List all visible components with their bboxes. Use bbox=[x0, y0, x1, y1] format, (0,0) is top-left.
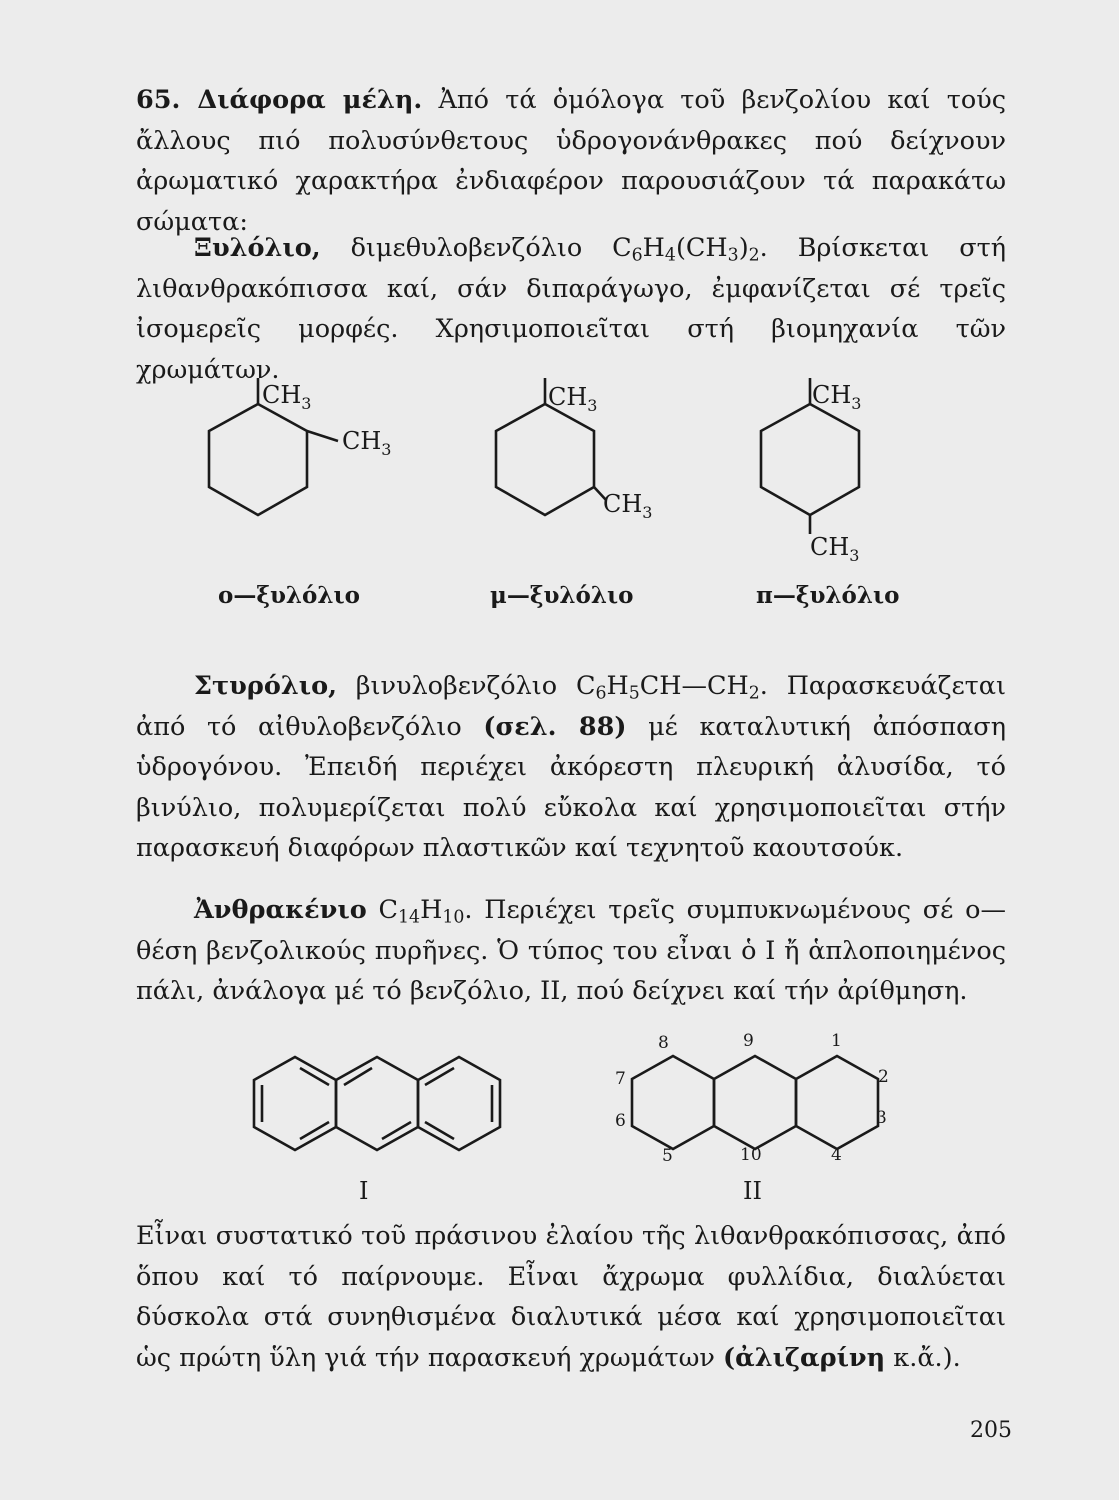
alizarin-term: (ἀλιζαρίνη bbox=[723, 1342, 886, 1373]
ortho-methyl-2: $CH_3$ bbox=[342, 427, 392, 459]
xylene-text: . Βρίσκεται στή λιθανθρακόπισσα καί, σάν διπαράγωγο, ἐμφανίζεται σέ τρεῖς ἰσομερεῖς μορφές. Χρησιμοποιεῖται στή βιομηχανία τῶν χρωμάτων. bbox=[136, 233, 1007, 385]
anthracene-paragraph: Ἀνθρακένιο $C_{14}H_{10}$. Περιέχει τρεῖς συμπυκνωμένους σέ ο—θέση βενζολικούς πυρῆνες. Ὁ τύπος του εἶναι ὁ I ἤ ἁπλοποιημένος πάλι, ἀνάλογα μέ τό βενζόλιο, II, πού δείχνει καί τήν ἀρίθμηση. bbox=[136, 895, 1006, 1006]
anthracene-structure-II bbox=[632, 1056, 878, 1149]
meta-methyl-2: $CH_3$ bbox=[603, 490, 653, 522]
meta-xylene-ring bbox=[496, 404, 594, 515]
para-methyl-2: $CH_3$ bbox=[810, 533, 860, 565]
styrene-formula: βινυλοβενζόλιο $C_6H_5CH—CH_2$ bbox=[355, 671, 760, 704]
numbering-7: 7 bbox=[615, 1069, 626, 1089]
numbering-1: 1 bbox=[831, 1031, 842, 1051]
numbering-5: 5 bbox=[662, 1146, 673, 1166]
numbering-2: 2 bbox=[878, 1067, 889, 1087]
ortho-methyl-1: $CH_3$ bbox=[262, 381, 312, 413]
xylene-term: Ξυλόλιο, bbox=[194, 233, 321, 263]
numbering-4: 4 bbox=[831, 1145, 842, 1165]
page-number: 205 bbox=[970, 1418, 1012, 1443]
meta-methyl-1: $CH_3$ bbox=[548, 383, 598, 415]
meta-xylene-label: μ—ξυλόλιο bbox=[490, 582, 634, 609]
section-intro-paragraph bbox=[136, 80, 1006, 242]
numbering-3: 3 bbox=[876, 1108, 887, 1128]
styrene-term: Στυρόλιο, bbox=[194, 671, 337, 701]
numbering-8: 8 bbox=[658, 1033, 669, 1053]
anthracene-term: Ἀνθρακένιο bbox=[194, 895, 367, 925]
section-intro-text: Ἀπό τά ὁμόλογα τοῦ βενζολίου καί τούς ἄλλους πιό πολυσύνθετους ὑδρογονάνθρακες πού δείχνουν ἀρωματικό χαρακτήρα ἐνδιαφέρον παρουσιάζουν τά παρακάτω σώματα: bbox=[136, 85, 1006, 237]
ortho-xylene-label: ο—ξυλόλιο bbox=[218, 582, 360, 609]
section-heading: 65. Διάφορα μέλη. bbox=[136, 85, 423, 115]
anthracene-formula: $C_{14}H_{10}$ bbox=[366, 895, 465, 928]
structure-label-I: I bbox=[359, 1177, 369, 1205]
numbering-6: 6 bbox=[615, 1111, 626, 1131]
anthracene-structure-I bbox=[254, 1057, 500, 1150]
xylene-structures bbox=[120, 368, 920, 568]
styrene-page-ref: (σελ. 88) bbox=[483, 711, 627, 742]
ortho-xylene-ring bbox=[209, 404, 307, 515]
numbering-10: 10 bbox=[740, 1145, 762, 1165]
closing-paragraph: Εἶναι συστατικό τοῦ πράσινου ἐλαίου τῆς λιθανθρακόπισσας, ἀπό ὅπου καί τό παίρνουμε. Εἶναι ἄχρωμα φυλλίδια, διαλύεται δύσκολα στά συνηθισμένα διαλυτικά μέσα καί χρησιμοποιεῖται ὡς πρώτη ὕλη γιά τήν παρασκευή χρωμάτων (ἀλιζαρίνη κ.ἄ.). bbox=[136, 1221, 1006, 1373]
anthracene-structures bbox=[230, 1020, 930, 1210]
xylene-paragraph bbox=[136, 228, 1006, 390]
para-methyl-1: $CH_3$ bbox=[812, 381, 862, 413]
xylene-formula: διμεθυλοβενζόλιο $C_6H_4(CH_3)_2$ bbox=[350, 233, 760, 266]
structure-label-II: II bbox=[743, 1177, 762, 1205]
para-xylene-ring bbox=[761, 404, 859, 515]
para-xylene-label: π—ξυλόλιο bbox=[756, 582, 900, 609]
numbering-9: 9 bbox=[743, 1031, 754, 1051]
styrene-paragraph: Στυρόλιο, βινυλοβενζόλιο $C_6H_5CH—CH_2$. Παρασκευάζεται ἀπό τό αἰθυλοβενζόλιο (σελ. 88) μέ καταλυτική ἀπόσπαση ὑδρογόνου. Ἐπειδή περιέχει ἀκόρεστη πλευρική ἀλυσίδα, τό βινύλιο, πολυμερίζεται πολύ εὔκολα καί χρησιμοποιεῖται στήν παρασκευή διαφόρων πλαστικῶν καί τεχνητοῦ καουτσούκ. bbox=[136, 671, 1006, 863]
